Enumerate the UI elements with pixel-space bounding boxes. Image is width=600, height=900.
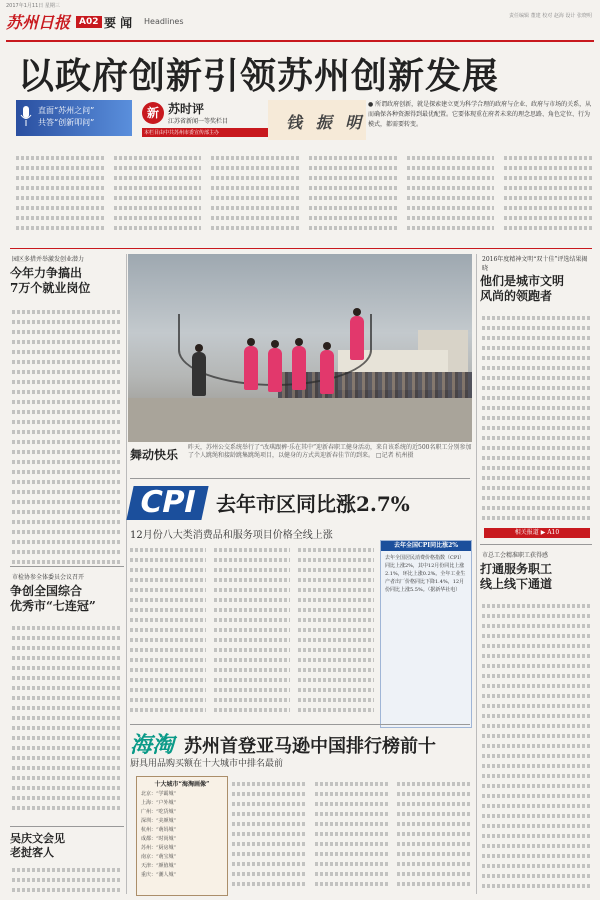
- lead-summary: ● 所谓政府创新，就是探索建立更为科学合理的政府与企业、政府与市场的关系，从而确保各种资源得到最优配置。它要体现重在府者未来的理念思路、角色定位、行为模式，都需要转变。: [368, 101, 592, 128]
- section-name: 要 闻: [104, 16, 133, 30]
- list-item: 天津：“颜值城”: [141, 863, 177, 869]
- left-title-2-line-1: 争创全国综合: [10, 584, 83, 598]
- list-item: 广州：“吃货城”: [141, 809, 177, 815]
- cpi-story-header[interactable]: [130, 486, 470, 540]
- related-link[interactable]: 相关报道 ▶ A10: [484, 528, 590, 538]
- photo-person-jumping: [350, 316, 364, 360]
- cpi-body: [130, 542, 374, 722]
- photo-bottom-rule: [130, 478, 470, 479]
- left-title-1-line-1: 今年力争搞出: [10, 266, 83, 280]
- photo-title: 舞动快乐: [130, 448, 179, 462]
- microphone-icon: [20, 106, 32, 128]
- photo-person-4: [320, 350, 334, 394]
- commentary-badge-block: [142, 100, 262, 140]
- left-kicker-1: 园区多措并举激发创业潜力: [12, 256, 85, 263]
- left-title-3-line-2: 老挝客人: [10, 846, 54, 859]
- list-item: 重庆：“潮人城”: [141, 872, 177, 878]
- list-item: 南京：“萌宝城”: [141, 854, 177, 860]
- cpi-card-text: 去年全国居民消费价格指数（CPI）同比上涨2%，其中12月份同比上涨2.1%，环比上涨0.2%。全年工业生产者出厂价格同比下降1.4%，12月份同比上涨5.5%。（据新华社电）: [385, 555, 466, 593]
- right-rule-1: [480, 544, 592, 545]
- left-title-3-line-1: 吴庆文会见: [10, 832, 65, 845]
- right-kicker-1: 2016年度精神文明“双十佳”评选结果揭晓: [482, 256, 588, 272]
- amazon-body: [232, 776, 472, 894]
- paper-logo: 苏州日报: [6, 13, 71, 32]
- right-body-2: [482, 598, 590, 894]
- left-title-1-line-2: 7万个就业岗位: [10, 281, 91, 295]
- right-title-1[interactable]: [480, 274, 592, 304]
- right-title-2-line-1: 打通服务职工: [480, 562, 553, 576]
- xin-badge-icon: 新: [142, 102, 164, 124]
- lead-headline[interactable]: 以政府创新引领苏州创新发展: [18, 55, 500, 97]
- commentary-title: 苏时评: [168, 102, 205, 116]
- cpi-tag: CPI: [126, 486, 208, 520]
- left-column-divider: [126, 254, 127, 894]
- city-profile-list: [137, 790, 227, 880]
- right-kicker-2: 市总工会精准职工获得感: [482, 552, 549, 559]
- lead-bottom-rule: [10, 248, 592, 249]
- photo-person-1: [244, 346, 258, 390]
- list-item: 北京：“学霸城”: [141, 791, 177, 797]
- author-name: 钱 振 明: [286, 113, 366, 132]
- right-body-1: [482, 310, 590, 526]
- city-profile-box: [136, 776, 228, 896]
- left-rule-2: [10, 826, 124, 827]
- slogan-line-1: 直面“苏州之问”: [38, 106, 95, 115]
- right-title-2[interactable]: [480, 562, 592, 592]
- left-title-2[interactable]: [10, 584, 122, 614]
- header-divider: [6, 40, 594, 42]
- left-rule-1: [10, 566, 124, 567]
- author-box: [268, 100, 366, 140]
- slogan-line-2: 共答“创新叩问”: [38, 118, 95, 127]
- photo-person-2: [268, 348, 282, 392]
- cpi-headline: 去年市区同比涨2.7%: [216, 492, 410, 516]
- jump-rope-photo[interactable]: [128, 254, 472, 442]
- photo-caption: 昨天，苏州公交系统举行了“改琪跟裤·乐在其中”迎新春职工健身活动，来自该系统的近500名职工分别参加了个人跳绳和接龄跳集跳绳项目，以健身的方式共迎新春佳节的到来。 □记者 杭州摄: [188, 444, 472, 459]
- cpi-bottom-rule: [130, 724, 470, 725]
- list-item: 成都：“时尚城”: [141, 836, 177, 842]
- lead-banner: [16, 100, 264, 142]
- right-title-1-line-2: 风尚的领跑者: [480, 289, 553, 303]
- list-item: 上海：“户外城”: [141, 800, 177, 806]
- left-body-2: [12, 620, 122, 816]
- amazon-story-header[interactable]: [130, 728, 470, 768]
- amazon-tag: 海淘: [130, 732, 175, 758]
- masthead-bar: [0, 0, 600, 42]
- photo-ground: [128, 398, 472, 442]
- amazon-subtitle: 厨具用品购买额在十大城市中排名最前: [130, 759, 284, 769]
- right-title-2-line-2: 线上线下通道: [480, 577, 553, 591]
- list-item: 杭州：“萌妈城”: [141, 827, 177, 833]
- left-body-1: [12, 304, 122, 570]
- lead-body-text: [16, 150, 592, 242]
- amazon-headline: 苏州首登亚马逊中国排行榜前十: [184, 736, 436, 757]
- cpi-subtitle: 12月份八大类消费品和服务项目价格全线上涨: [130, 530, 333, 541]
- city-profile-title: 十大城市“海淘画像”: [154, 781, 210, 788]
- left-kicker-2: 市检协参全体委员会议召开: [12, 574, 85, 581]
- cpi-card-title: 去年全国CPI同比涨2%: [381, 541, 471, 551]
- left-title-2-line-2: 优秀市“七连冠”: [10, 599, 96, 613]
- slogan-panel: [16, 100, 132, 136]
- photo-person-3: [292, 346, 306, 390]
- commentary-note: 本栏目由中共苏州市委宣传部主办: [142, 128, 268, 137]
- page-number: A02: [76, 16, 102, 28]
- list-item: 深圳：“美颜城”: [141, 818, 177, 824]
- cpi-national-card: [380, 540, 472, 728]
- photo-person-left: [192, 352, 206, 396]
- right-column-divider: [476, 254, 477, 894]
- section-name-en: Headlines: [144, 17, 184, 26]
- editors-credit: 责任编辑 董建 校对 赵海 设计 张晓明: [509, 13, 592, 19]
- left-title-3[interactable]: [10, 832, 122, 860]
- left-body-3: [12, 862, 122, 898]
- commentary-subtitle: 江苏省新闻一等奖栏目: [168, 118, 229, 125]
- date-line: 2017年1月11日 星期三: [6, 3, 60, 9]
- list-item: 苏州：“厨房城”: [141, 845, 177, 851]
- right-title-1-line-1: 他们是城市文明: [480, 274, 565, 288]
- left-title-1[interactable]: [10, 266, 122, 296]
